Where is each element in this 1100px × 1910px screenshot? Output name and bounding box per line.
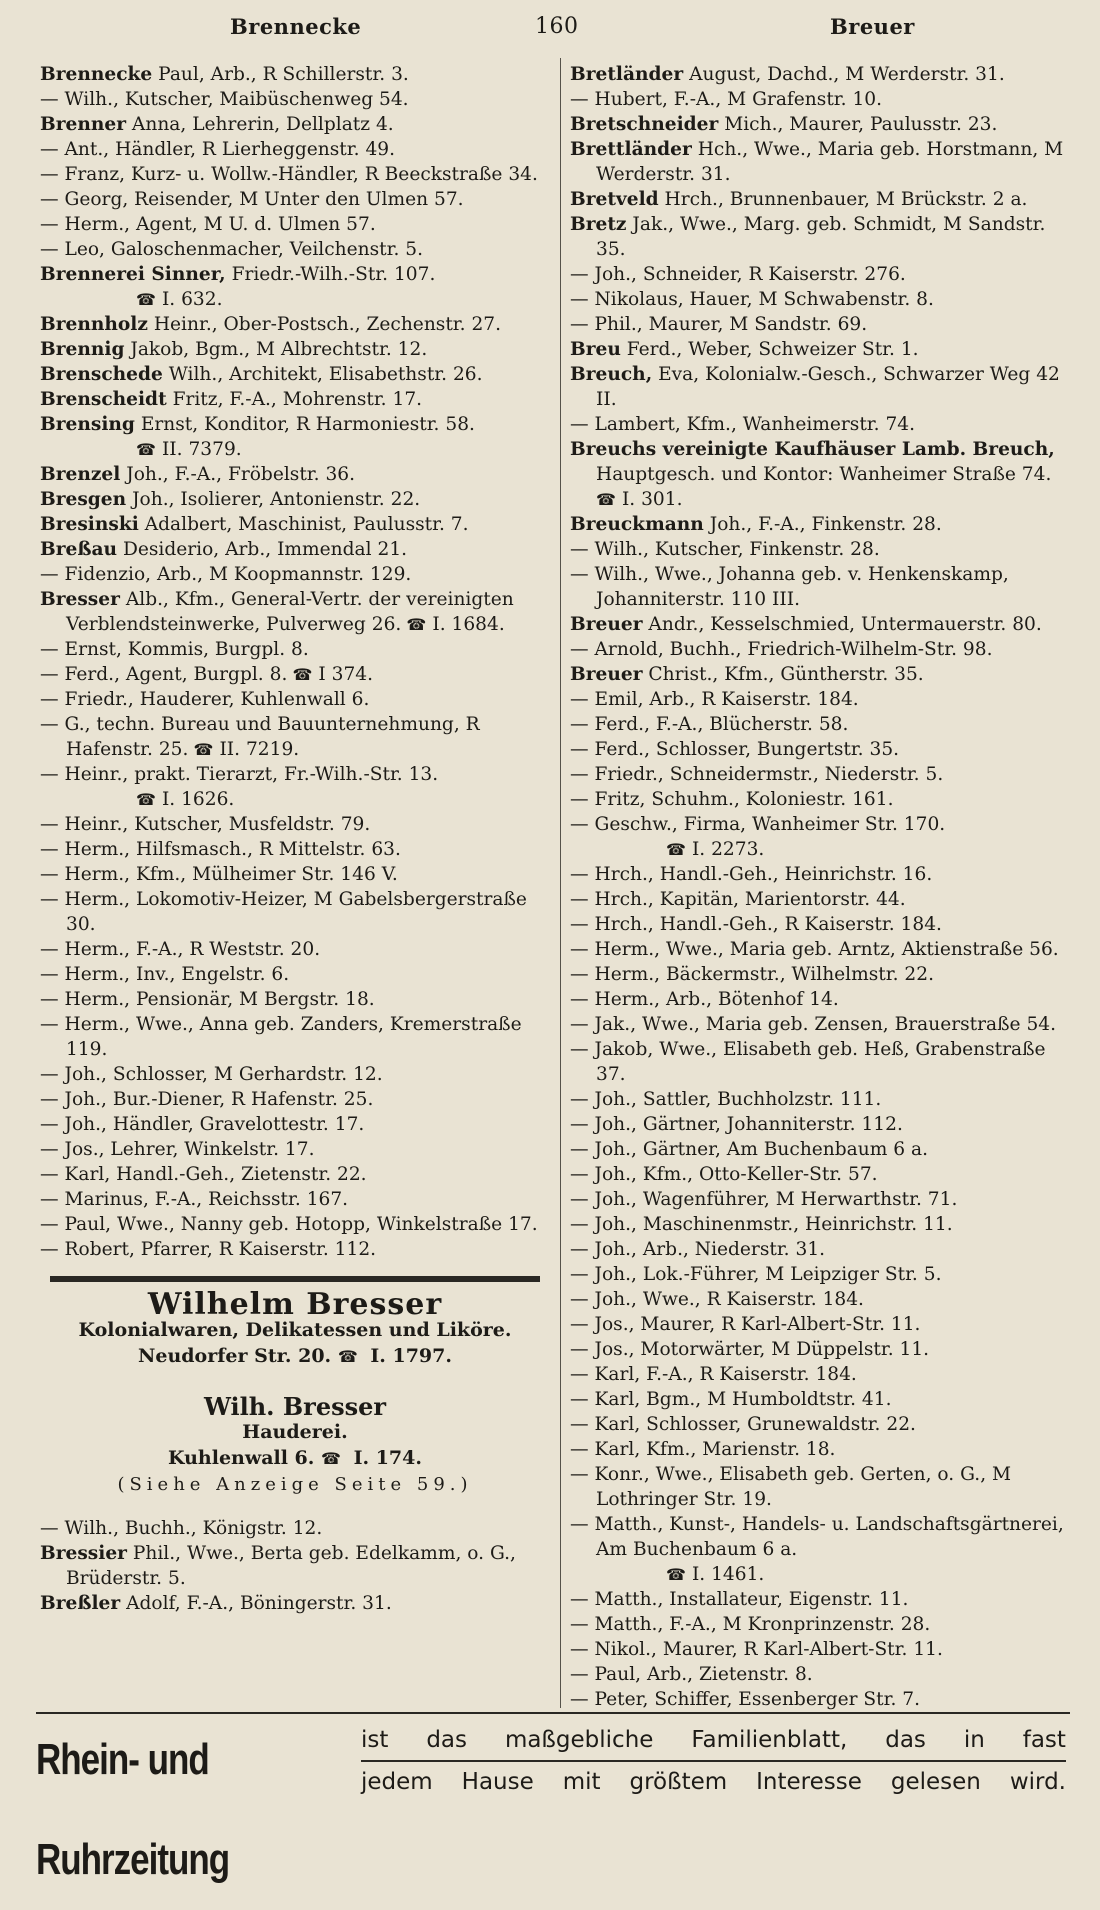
banner-word: gelesen	[890, 1769, 981, 1795]
entry-surname: Bresser	[40, 589, 120, 610]
banner-word: das	[426, 1727, 468, 1753]
entry-details: — Paul, Arb., Zietenstr. 8.	[570, 1664, 813, 1685]
entry-details: — Wilh., Buchh., Königstr. 12.	[40, 1518, 323, 1539]
directory-entry	[570, 1037, 1070, 1087]
entry-details: — Joh., Gärtner, Johanniterstr. 112.	[570, 1114, 903, 1135]
directory-entry	[570, 312, 1070, 337]
directory-entry	[570, 637, 1070, 662]
telephone-icon: ☎	[666, 840, 686, 859]
directory-entry	[40, 562, 545, 587]
entry-surname: Breuch,	[570, 364, 653, 385]
entry-details: — Herm., Pensionär, M Bergstr. 18.	[40, 989, 375, 1010]
entry-surname: Bretschneider	[570, 114, 719, 135]
entry-details: — Karl, Kfm., Marienstr. 18.	[570, 1439, 836, 1460]
entry-surname: Brenzel	[40, 464, 121, 485]
directory-entry	[570, 1387, 1070, 1412]
entry-details: — Robert, Pfarrer, R Kaiserstr. 112.	[40, 1239, 377, 1260]
directory-entry	[40, 887, 545, 937]
directory-entry	[40, 162, 545, 187]
entry-details: — Karl, Handl.-Geh., Zietenstr. 22.	[40, 1164, 367, 1185]
entry-details: — Matth., F.-A., M Kronprinzenstr. 28.	[570, 1614, 931, 1635]
entry-surname: Breu	[570, 339, 621, 360]
entry-surname: Bretländer	[570, 64, 684, 85]
directory-entry	[40, 87, 545, 112]
phone-line	[596, 1562, 1070, 1587]
entry-surname: Breßler	[40, 1593, 121, 1614]
banner-slogan	[361, 1720, 1066, 1802]
entry-details: — Joh., Händler, Gravelottestr. 17.	[40, 1114, 365, 1135]
entry-surname: Breuckmann	[570, 514, 704, 535]
directory-entry	[40, 1591, 545, 1616]
directory-entry	[40, 862, 545, 887]
entry-details: Jak., Wwe., Marg. geb. Schmidt, M Sandstr. 35.	[596, 214, 1046, 260]
ad1-line1: Kolonialwaren, Delikatessen und Liköre.	[78, 1319, 512, 1341]
entry-details: — Friedr., Schneidermstr., Niederstr. 5.	[570, 764, 944, 785]
directory-entry	[40, 137, 545, 162]
directory-entry	[570, 262, 1070, 287]
entry-details: — Herm., Wwe., Maria geb. Arntz, Aktienstraße 56.	[570, 939, 1059, 960]
entry-details: — Hrch., Handl.-Geh., R Kaiserstr. 184.	[570, 914, 942, 935]
directory-entry	[40, 312, 545, 337]
ad2-line3: (Siehe Anzeige Seite 59.)	[117, 1474, 473, 1495]
entry-details: Ferd., Weber, Schweizer Str. 1.	[620, 339, 919, 360]
entry-details: Eva, Kolonialw.-Gesch., Schwarzer Weg 42 II.	[596, 364, 1060, 410]
entry-details: — Lambert, Kfm., Wanheimerstr. 74.	[570, 414, 916, 435]
entry-details: — Herm., Bäckermstr., Wilhelmstr. 22.	[570, 964, 935, 985]
entry-details: — Herm., Arb., Bötenhof 14.	[570, 989, 839, 1010]
banner-line-1	[361, 1720, 1066, 1760]
entry-details: — Wilh., Kutscher, Maibüschenweg 54.	[40, 89, 409, 110]
directory-entry	[570, 1462, 1070, 1512]
telephone-icon: ☎	[136, 440, 156, 459]
entry-details: — Jos., Maurer, R Karl-Albert-Str. 11.	[570, 1314, 921, 1335]
entry-details: Andr., Kesselschmied, Untermauerstr. 80.	[642, 614, 1042, 635]
directory-entry	[570, 937, 1070, 962]
directory-entry	[40, 1516, 545, 1541]
directory-entry	[40, 1187, 545, 1212]
entry-surname: Brennecke	[40, 64, 153, 85]
directory-entry	[570, 812, 1070, 862]
entry-details: — Wilh., Kutscher, Finkenstr. 28.	[570, 539, 880, 560]
directory-entry	[40, 812, 545, 837]
banner-word: wird.	[1009, 1769, 1066, 1795]
entry-details: — Herm., F.-A., R Weststr. 20.	[40, 939, 321, 960]
entry-details: Wilh., Architekt, Elisabethstr. 26.	[162, 364, 483, 385]
entry-details: — Fidenzio, Arb., M Koopmannstr. 129.	[40, 564, 412, 585]
right-entries	[570, 62, 1070, 1712]
telephone-icon: ☎	[136, 790, 156, 809]
entry-surname: Bresinski	[40, 514, 139, 535]
directory-entry	[40, 487, 545, 512]
directory-entry	[570, 1112, 1070, 1137]
phone-number: I. 632.	[161, 289, 223, 310]
directory-entry	[570, 712, 1070, 737]
entry-details: — Friedr., Hauderer, Kuhlenwall 6.	[40, 689, 370, 710]
entry-details: — Peter, Schiffer, Essenberger Str. 7.	[570, 1689, 921, 1710]
entry-details: — Emil, Arb., R Kaiserstr. 184.	[570, 689, 859, 710]
entry-details: — Herm., Hilfsmasch., R Mittelstr. 63.	[40, 839, 401, 860]
entry-details: — Hrch., Kapitän, Marientorstr. 44.	[570, 889, 906, 910]
directory-entry	[570, 112, 1070, 137]
directory-entry	[570, 762, 1070, 787]
directory-entry	[570, 1262, 1070, 1287]
telephone-icon: ☎	[136, 290, 156, 309]
entry-details: — Jos., Motorwärter, M Düppelstr. 11.	[570, 1339, 930, 1360]
directory-entry	[570, 887, 1070, 912]
entry-surname: Brennig	[40, 339, 125, 360]
entry-details: Jakob, Bgm., M Albrechtstr. 12.	[124, 339, 428, 360]
phone-number: I. 1626.	[161, 789, 235, 810]
telephone-icon: ☎	[596, 490, 616, 509]
entry-details: — Karl, F.-A., R Kaiserstr. 184.	[570, 1364, 857, 1385]
entry-details: — Fritz, Schuhm., Koloniestr. 161.	[570, 789, 894, 810]
directory-entry	[570, 1012, 1070, 1037]
entry-details: — Herm., Wwe., Anna geb. Zanders, Kremerstraße 119.	[40, 1014, 522, 1060]
entry-details: Friedr.-Wilh.-Str. 107.	[225, 264, 436, 285]
directory-entry	[570, 1362, 1070, 1387]
banner-word: fast	[1022, 1727, 1066, 1753]
phone-number: II. 7379.	[161, 439, 242, 460]
directory-entry	[570, 1162, 1070, 1187]
entry-surname: Brensing	[40, 414, 135, 435]
directory-entry	[570, 987, 1070, 1012]
entry-details: — Phil., Maurer, M Sandstr. 69.	[570, 314, 868, 335]
entry-details: Anna, Lehrerin, Dellplatz 4.	[126, 114, 394, 135]
entry-details: Adolf, F.-A., Böningerstr. 31.	[120, 1593, 392, 1614]
directory-entry	[570, 1337, 1070, 1362]
entry-surname: Brenschede	[40, 364, 163, 385]
entry-details: — Franz, Kurz- u. Wollw.-Händler, R Beeckstraße 34.	[40, 164, 538, 185]
entry-details: — Joh., Lok.-Führer, M Leipziger Str. 5.	[570, 1264, 942, 1285]
directory-entry	[570, 512, 1070, 537]
entry-details: Mich., Maurer, Paulusstr. 23.	[718, 114, 998, 135]
directory-entry	[570, 537, 1070, 562]
directory-entry	[40, 762, 545, 812]
directory-entry	[570, 1437, 1070, 1462]
directory-entry	[570, 1412, 1070, 1437]
entry-details: — Joh., Bur.-Diener, R Hafenstr. 25.	[40, 1089, 374, 1110]
directory-entry	[40, 662, 545, 687]
column-divider	[560, 58, 561, 1708]
entry-details: Ernst, Konditor, R Harmoniestr. 58.	[134, 414, 475, 435]
directory-entry	[570, 187, 1070, 212]
entry-surname: Breuer	[570, 614, 643, 635]
directory-entry	[570, 1612, 1070, 1637]
phone-number: II. 7219.	[219, 739, 300, 760]
entry-surname: Breuer	[570, 664, 643, 685]
entry-details: Christ., Kfm., Güntherstr. 35.	[642, 664, 924, 685]
entry-details: Hauptgesch. und Kontor: Wanheimer Straße 74.	[596, 464, 1052, 485]
directory-entry	[40, 112, 545, 137]
directory-entry	[40, 962, 545, 987]
entry-details: Heinr., Ober-Postsch., Zechenstr. 27.	[147, 314, 502, 335]
directory-entry	[570, 362, 1070, 412]
directory-entry	[570, 212, 1070, 262]
entry-details: — Nikol., Maurer, R Karl-Albert-Str. 11.	[570, 1639, 943, 1660]
entry-details: — Herm., Lokomotiv-Heizer, M Gabelsbergerstraße 30.	[40, 889, 527, 935]
directory-entry	[40, 837, 545, 862]
banner-word: maßgebliche	[504, 1727, 654, 1753]
directory-entry	[40, 1012, 545, 1062]
entry-surname: Bretz	[570, 214, 627, 235]
phone-number: I. 2273.	[691, 839, 765, 860]
entry-details: — Ferd., F.-A., Blücherstr. 58.	[570, 714, 849, 735]
directory-entry	[40, 937, 545, 962]
directory-entry	[570, 912, 1070, 937]
entry-details: — Hubert, F.-A., M Grafenstr. 10.	[570, 89, 883, 110]
phone-line	[66, 437, 545, 462]
header-left-keyword: Brennecke	[230, 14, 362, 39]
entry-details: — G., techn. Bureau und Bauunternehmung, R Hafenstr. 25.	[40, 714, 480, 760]
directory-entry	[570, 337, 1070, 362]
phone-number: I. 1684.	[432, 614, 505, 635]
ad-wilh-bresser	[50, 1394, 540, 1498]
directory-entry	[40, 537, 545, 562]
newspaper-banner	[36, 1712, 1070, 1884]
directory-entry	[40, 1062, 545, 1087]
ad2-phone: I. 174.	[353, 1447, 422, 1469]
entry-details: August, Dachd., M Werderstr. 31.	[683, 64, 1005, 85]
banner-word: Interesse	[756, 1769, 862, 1795]
entry-details: — Hrch., Handl.-Geh., Heinrichstr. 16.	[570, 864, 933, 885]
entry-details: — Joh., Maschinenmstr., Heinrichstr. 11.	[570, 1214, 953, 1235]
directory-entry	[40, 187, 545, 212]
entry-details: — Jos., Lehrer, Winkelstr. 17.	[40, 1139, 315, 1160]
directory-entry	[40, 1541, 545, 1591]
telephone-icon: ☎	[401, 615, 427, 634]
banner-brand: Rhein- und Ruhrzeitung	[36, 1735, 230, 1884]
directory-entry	[570, 1237, 1070, 1262]
directory-entry	[570, 862, 1070, 887]
left-tail-entries	[40, 1516, 545, 1616]
entry-details: Phil., Wwe., Berta geb. Edelkamm, o. G., Brüderstr. 5.	[66, 1543, 516, 1589]
entry-surname: Bretveld	[570, 189, 659, 210]
ad-top-rule	[50, 1276, 540, 1282]
phone-number: I. 1461.	[691, 1564, 765, 1585]
ad1-line2	[50, 1343, 540, 1370]
directory-entry	[40, 387, 545, 412]
entry-surname: Brennerei Sinner,	[40, 264, 226, 285]
entry-surname: Bresgen	[40, 489, 127, 510]
ad-wilhelm-bresser	[50, 1287, 540, 1370]
ad1-phone: I. 1797.	[370, 1345, 452, 1367]
directory-entry	[40, 987, 545, 1012]
entry-surname: Breuchs vereinigte Kaufhäuser Lamb. Breuch,	[570, 439, 1055, 460]
telephone-icon: ☎	[321, 1449, 341, 1468]
banner-word: ist	[361, 1727, 389, 1753]
entry-details: — Joh., Wagenführer, M Herwarthstr. 71.	[570, 1189, 958, 1210]
banner-word: Familienblatt,	[691, 1727, 848, 1753]
left-column	[40, 62, 545, 1616]
directory-entry	[570, 1637, 1070, 1662]
entry-details: Joh., Isolierer, Antonienstr. 22.	[126, 489, 421, 510]
telephone-icon: ☎	[188, 740, 214, 759]
directory-entry	[40, 1112, 545, 1137]
entry-details: — Heinr., prakt. Tierarzt, Fr.-Wilh.-Str. 13.	[40, 764, 439, 785]
directory-entry	[570, 1587, 1070, 1612]
entry-details: — Nikolaus, Hauer, M Schwabenstr. 8.	[570, 289, 934, 310]
directory-entry	[40, 462, 545, 487]
directory-entry	[570, 1687, 1070, 1712]
entry-details: — Herm., Kfm., Mülheimer Str. 146 V.	[40, 864, 398, 885]
directory-entry	[570, 962, 1070, 987]
entry-details: — Paul, Wwe., Nanny geb. Hotopp, Winkelstraße 17.	[40, 1214, 538, 1235]
directory-entry	[40, 62, 545, 87]
banner-word: in	[963, 1727, 985, 1753]
entry-details: — Karl, Schlosser, Grunewaldstr. 22.	[570, 1414, 916, 1435]
banner-word: größtem	[629, 1769, 728, 1795]
entry-details: Desiderio, Arb., Immendal 21.	[117, 539, 408, 560]
spacer	[40, 1498, 545, 1516]
entry-details: — Heinr., Kutscher, Musfeldstr. 79.	[40, 814, 371, 835]
directory-entry	[40, 1137, 545, 1162]
entry-details: — Joh., Wwe., R Kaiserstr. 184.	[570, 1289, 864, 1310]
banner-word: Hause	[461, 1769, 534, 1795]
banner-word: mit	[562, 1769, 601, 1795]
entry-details: — Joh., Schneider, R Kaiserstr. 276.	[570, 264, 906, 285]
ad2-line1: Hauderei.	[242, 1421, 348, 1443]
directory-entry	[570, 412, 1070, 437]
entry-details: — Marinus, F.-A., Reichsstr. 167.	[40, 1189, 349, 1210]
entry-details: — Jakob, Wwe., Elisabeth geb. Heß, Grabenstraße 37.	[570, 1039, 1046, 1085]
entry-details: Fritz, F.-A., Mohrenstr. 17.	[166, 389, 423, 410]
directory-entry	[40, 412, 545, 462]
banner-word: das	[885, 1727, 926, 1753]
entry-details: Joh., F.-A., Finkenstr. 28.	[703, 514, 942, 535]
entry-surname: Breßau	[40, 539, 118, 560]
directory-entry	[40, 1162, 545, 1187]
banner-line-2	[361, 1760, 1066, 1802]
directory-entry	[40, 237, 545, 262]
directory-entry	[570, 737, 1070, 762]
entry-surname: Brenscheidt	[40, 389, 167, 410]
directory-entry	[570, 787, 1070, 812]
header-right-keyword: Breuer	[830, 14, 915, 39]
directory-entry	[570, 562, 1070, 612]
entry-surname: Bressier	[40, 1543, 127, 1564]
entry-details: — Herm., Inv., Engelstr. 6.	[40, 964, 290, 985]
entry-details: — Georg, Reisender, M Unter den Ulmen 57.	[40, 189, 464, 210]
directory-entry	[570, 687, 1070, 712]
directory-entry	[40, 1087, 545, 1112]
phone-line	[66, 787, 545, 812]
entry-details: — Geschw., Firma, Wanheimer Str. 170.	[570, 814, 946, 835]
entry-details: Adalbert, Maschinist, Paulusstr. 7.	[138, 514, 469, 535]
entry-details: Hrch., Brunnenbauer, M Brückstr. 2 a.	[658, 189, 1028, 210]
right-column	[570, 62, 1070, 1712]
ad1-address: Neudorfer Str. 20.	[138, 1345, 332, 1367]
entry-details: Joh., F.-A., Fröbelstr. 36.	[120, 464, 356, 485]
ad2-line2	[50, 1445, 540, 1472]
entry-details: — Ernst, Kommis, Burgpl. 8.	[40, 639, 309, 660]
entry-details: — Joh., Schlosser, M Gerhardstr. 12.	[40, 1064, 383, 1085]
entry-details: — Joh., Gärtner, Am Buchenbaum 6 a.	[570, 1139, 929, 1160]
telephone-icon: ☎	[666, 1565, 686, 1584]
entry-details: Hch., Wwe., Maria geb. Horstmann, M Werderstr. 31.	[596, 139, 1064, 185]
directory-entry	[570, 1087, 1070, 1112]
directory-entry	[570, 1512, 1070, 1587]
entry-surname: Brettländer	[570, 139, 692, 160]
directory-entry	[570, 1312, 1070, 1337]
entry-details: — Ferd., Agent, Burgpl. 8.	[40, 664, 288, 685]
entry-details: — Ant., Händler, R Lierheggenstr. 49.	[40, 139, 396, 160]
directory-entry	[570, 137, 1070, 187]
directory-entry	[40, 262, 545, 312]
directory-entry	[570, 87, 1070, 112]
directory-entry	[40, 337, 545, 362]
directory-entry	[570, 662, 1070, 687]
phone-number: I 374.	[318, 664, 374, 685]
banner-word: jedem	[361, 1769, 433, 1795]
page-number: 160	[535, 14, 579, 39]
phone-line	[66, 287, 545, 312]
ad2-name: Wilh. Bresser	[203, 1392, 387, 1421]
entry-details: — Joh., Kfm., Otto-Keller-Str. 57.	[570, 1164, 878, 1185]
ad2-address: Kuhlenwall 6.	[168, 1447, 315, 1469]
directory-entry	[40, 712, 545, 762]
entry-details: — Herm., Agent, M U. d. Ulmen 57.	[40, 214, 376, 235]
entry-details: — Konr., Wwe., Elisabeth geb. Gerten, o. G., M Lothringer Str. 19.	[570, 1464, 1012, 1510]
directory-entry	[40, 362, 545, 387]
directory-entry	[570, 612, 1070, 637]
left-entries	[40, 62, 545, 1262]
phone-number: I. 301.	[621, 489, 683, 510]
entry-details: — Joh., Sattler, Buchholzstr. 111.	[570, 1089, 882, 1110]
directory-entry	[570, 62, 1070, 87]
directory-entry	[570, 1662, 1070, 1687]
phone-line	[596, 837, 1070, 862]
directory-entry	[570, 1287, 1070, 1312]
entry-details: — Joh., Arb., Niederstr. 31.	[570, 1239, 826, 1260]
directory-entry	[40, 1237, 545, 1262]
directory-entry	[40, 637, 545, 662]
entry-details: — Jak., Wwe., Maria geb. Zensen, Brauerstraße 54.	[570, 1014, 1057, 1035]
entry-surname: Brennholz	[40, 314, 148, 335]
entry-surname: Brenner	[40, 114, 127, 135]
directory-entry	[570, 287, 1070, 312]
telephone-icon: ☎	[337, 1347, 358, 1366]
directory-entry	[40, 512, 545, 537]
entry-details: — Matth., Kunst-, Handels- u. Landschaftsgärtnerei, Am Buchenbaum 6 a.	[570, 1514, 1064, 1560]
directory-entry	[570, 1187, 1070, 1212]
directory-entry	[40, 587, 545, 637]
directory-entry	[40, 1212, 545, 1237]
entry-details: — Arnold, Buchh., Friedrich-Wilhelm-Str. 98.	[570, 639, 993, 660]
directory-entry	[570, 437, 1070, 512]
entry-details: — Leo, Galoschenmacher, Veilchenstr. 5.	[40, 239, 424, 260]
entry-details: — Ferd., Schlosser, Bungertstr. 35.	[570, 739, 900, 760]
entry-details: — Karl, Bgm., M Humboldtstr. 41.	[570, 1389, 892, 1410]
entry-details: Alb., Kfm., General-Vertr. der vereinigten Verblendsteinwerke, Pulverweg 26.	[66, 589, 514, 635]
entry-details: — Wilh., Wwe., Johanna geb. v. Henkenskamp, Johanniterstr. 110 III.	[570, 564, 1009, 610]
directory-entry	[570, 1137, 1070, 1162]
entry-details: — Matth., Installateur, Eigenstr. 11.	[570, 1589, 909, 1610]
directory-entry	[40, 687, 545, 712]
ad1-name: Wilhelm Bresser	[147, 1287, 443, 1322]
directory-entry	[570, 1212, 1070, 1237]
entry-details: Paul, Arb., R Schillerstr. 3.	[152, 64, 409, 85]
directory-entry	[40, 212, 545, 237]
telephone-icon: ☎	[287, 665, 313, 684]
